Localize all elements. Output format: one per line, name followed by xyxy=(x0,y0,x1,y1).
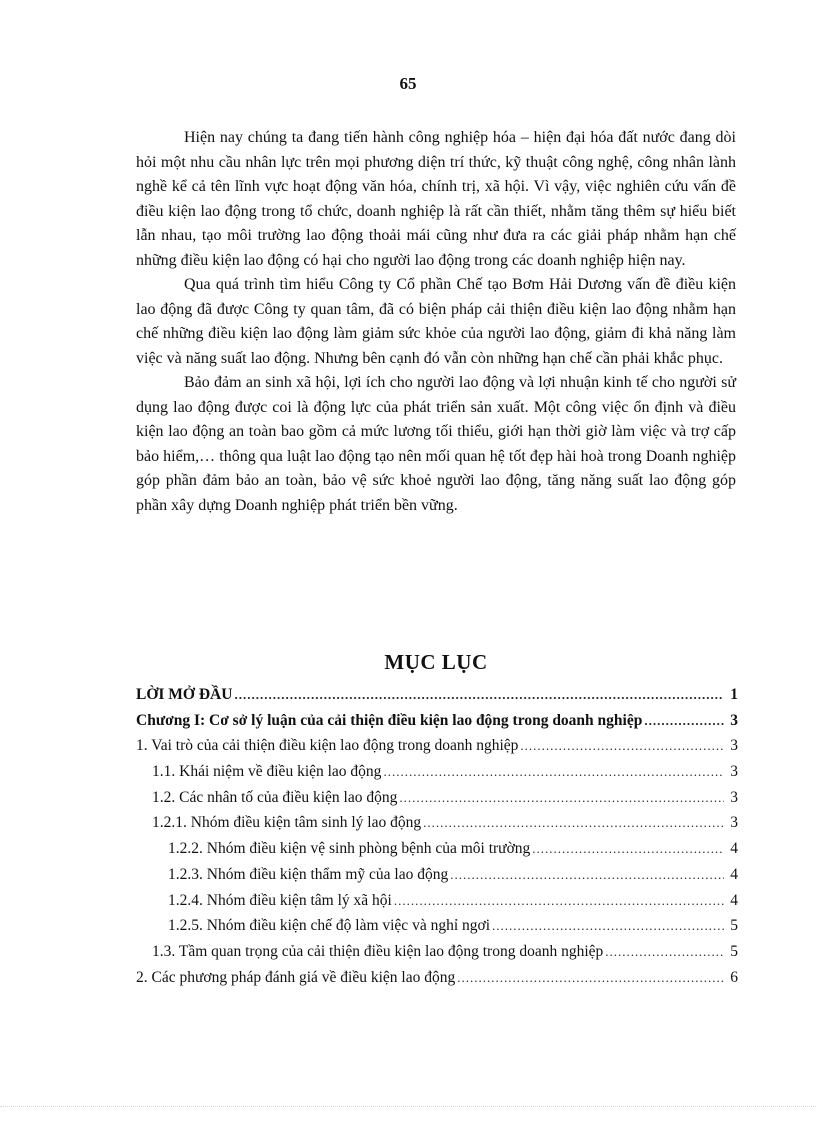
page-number: 65 xyxy=(399,74,417,93)
paragraph: Bảo đảm an sinh xã hội, lợi ích cho người lao động và lợi nhuận kinh tế cho người sử dụng lao động được coi là động lực của phát triển sản xuất. Một công việc ổn định và điều kiện lao động an toàn bao gồm cả mức lương tối thiểu, giới hạn thời giờ làm việc và trợ cấp bảo hiểm,… thông qua luật lao động tạo nên mối quan hệ tốt đẹp hài hoà trong Doanh nghiệp góp phần đảm bảo an toàn, bảo vệ sức khoẻ người lao động, tăng năng suất lao động góp phần xây dựng Doanh nghiệp phát triển bền vững. xyxy=(136,374,736,514)
toc-entry[interactable] xyxy=(136,965,738,991)
page-bottom-border xyxy=(0,1106,816,1107)
toc-entry-page: 4 xyxy=(730,865,738,883)
toc-entry-page: 5 xyxy=(730,942,738,960)
toc-leader-dots xyxy=(457,965,724,991)
toc-leader-dots xyxy=(450,862,724,888)
toc-entry[interactable] xyxy=(136,810,738,836)
paragraph: Hiện nay chúng ta đang tiến hành công nghiệp hóa – hiện đại hóa đất nước đang dòi hỏi một nhu cầu nhân lực trên mọi phương diện trí thức, kỹ thuật công nghệ, công nhân lành nghề kể cả tên lĩnh vực hoạt động văn hóa, chính trị, xã hội. Vì vậy, việc nghiên cứu vấn đề điều kiện lao động trong tổ chức, doanh nghiệp là rất cần thiết, nhằm tăng thêm sự hiểu biết lẫn nhau, tạo môi trường lao động thoải mái cũng như đưa ra các giải pháp nhằm hạn chế những điều kiện lao động có hại cho người lao động trong các doanh nghiệp hiện nay. xyxy=(136,129,736,269)
toc-entry-title: 1.2.4. Nhóm điều kiện tâm lý xã hội xyxy=(168,891,392,909)
toc-entry[interactable] xyxy=(136,862,738,888)
toc-leader-dots xyxy=(520,733,724,759)
toc-entry[interactable] xyxy=(136,913,738,939)
body-text xyxy=(136,126,736,518)
paragraph: Qua quá trình tìm hiểu Công ty Cổ phần Chế tạo Bơm Hải Dương vấn đề điều kiện lao động đã được Công ty quan tâm, đã có biện pháp cải thiện điều kiện lao động nhằm hạn chế những điều kiện lao động làm giảm sức khỏe của người lao động, giảm đi khả năng làm việc và năng suất lao động. Nhưng bên cạnh đó vẫn còn những hạn chế cần phải khắc phục. xyxy=(136,276,736,367)
toc-entry-page: 5 xyxy=(730,917,738,935)
toc-entry-page: 4 xyxy=(730,840,738,858)
toc-entry-title: LỜI MỞ ĐẦU xyxy=(136,686,233,703)
toc-entry-page: 3 xyxy=(730,788,738,806)
toc-title: MỤC LỤC xyxy=(384,650,488,674)
toc-entry[interactable] xyxy=(136,888,738,914)
toc-entry[interactable] xyxy=(136,939,738,965)
toc-entry-title: 1.1. Khái niệm về điều kiện lao động xyxy=(152,763,382,781)
toc-entry-page: 6 xyxy=(730,968,738,986)
toc-entry[interactable] xyxy=(136,759,738,785)
toc-leader-dots xyxy=(399,785,724,811)
toc-entry-title: 1.2.1. Nhóm điều kiện tâm sinh lý lao động xyxy=(152,814,422,832)
toc-entry[interactable] xyxy=(136,708,738,734)
toc-leader-dots xyxy=(234,682,724,708)
toc-entry-page: 1 xyxy=(730,686,738,703)
table-of-contents xyxy=(136,682,738,990)
toc-entry[interactable] xyxy=(136,836,738,862)
toc-entry-title: 1. Vai trò của cải thiện điều kiện lao động trong doanh nghiệp xyxy=(136,737,519,755)
toc-leader-dots xyxy=(423,810,724,836)
toc-leader-dots xyxy=(532,836,724,862)
toc-entry[interactable] xyxy=(136,733,738,759)
toc-entry-page: 3 xyxy=(730,711,738,729)
toc-entry-page: 3 xyxy=(730,763,738,781)
toc-leader-dots xyxy=(394,888,724,914)
toc-leader-dots xyxy=(644,708,724,734)
toc-leader-dots xyxy=(492,913,724,939)
toc-entry-title: 1.2.5. Nhóm điều kiện chế độ làm việc và nghỉ ngơi xyxy=(168,917,491,935)
toc-entry-title: 1.2. Các nhân tố của điều kiện lao động xyxy=(152,788,398,806)
toc-entry[interactable] xyxy=(136,682,738,708)
toc-entry-title: 1.2.2. Nhóm điều kiện vệ sinh phòng bệnh của môi trường xyxy=(168,840,531,858)
toc-entry[interactable] xyxy=(136,785,738,811)
toc-entry-page: 4 xyxy=(730,891,738,909)
toc-leader-dots xyxy=(605,939,724,965)
toc-entry-title: 1.2.3. Nhóm điều kiện thẩm mỹ của lao động xyxy=(168,865,449,883)
toc-entry-title: 2. Các phương pháp đánh giá về điều kiện lao động xyxy=(136,968,456,986)
toc-entry-page: 3 xyxy=(730,814,738,832)
toc-entry-title: Chương I: Cơ sở lý luận của cải thiện điều kiện lao động trong doanh nghiệp xyxy=(136,711,643,729)
toc-entry-title: 1.3. Tầm quan trọng của cải thiện điều kiện lao động trong doanh nghiệp xyxy=(152,942,604,960)
toc-entry-page: 3 xyxy=(730,737,738,755)
toc-leader-dots xyxy=(383,759,724,785)
